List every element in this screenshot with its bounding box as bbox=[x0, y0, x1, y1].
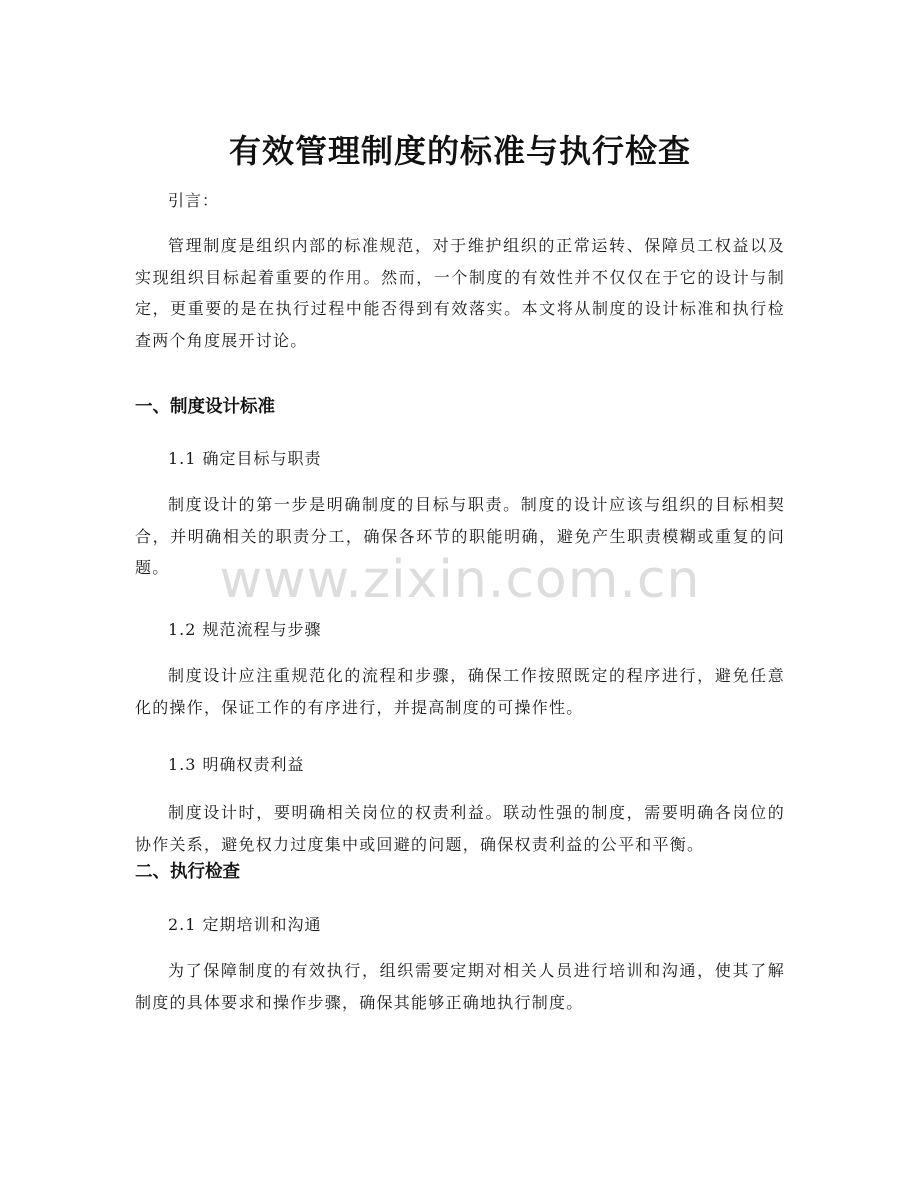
subsection-1-1-paragraph: 制度设计的第一步是明确制度的目标与职责。制度的设计应该与组织的目标相契合，并明确相关的职责分工，确保各环节的职能明确，避免产生职责模糊或重复的问题。 bbox=[135, 495, 785, 577]
section-2-heading: 二、执行检查 bbox=[135, 862, 240, 882]
subsection-2-1-title: 2.1 定期培训和沟通 bbox=[168, 915, 322, 934]
subsection-2-1-paragraph: 为了保障制度的有效执行，组织需要定期对相关人员进行培训和沟通，使其了解制度的具体要求和操作步骤，确保其能够正确地执行制度。 bbox=[135, 961, 785, 1012]
section-1-heading: 一、制度设计标准 bbox=[135, 397, 275, 417]
document-title: 有效管理制度的标准与执行检查 bbox=[228, 132, 691, 171]
subsection-1-3-title: 1.3 明确权责利益 bbox=[168, 755, 305, 774]
watermark-text: www.zixin.com.cn bbox=[219, 550, 701, 610]
subsection-1-1-title: 1.1 确定目标与职责 bbox=[168, 449, 322, 468]
intro-paragraph: 管理制度是组织内部的标准规范，对于维护组织的正常运转、保障员工权益以及实现组织目标起着重要的作用。然而，一个制度的有效性并不仅仅在于它的设计与制定，更重要的是在执行过程中能否得到有效落实。本文将从制度的设计标准和执行检查两个角度展开讨论。 bbox=[135, 236, 785, 350]
subsection-1-2-paragraph: 制度设计应注重规范化的流程和步骤，确保工作按照既定的程序进行，避免任意化的操作，保证工作的有序进行，并提高制度的可操作性。 bbox=[135, 666, 785, 717]
subsection-1-2-title: 1.2 规范流程与步骤 bbox=[168, 620, 322, 639]
subsection-1-3-paragraph: 制度设计时，要明确相关岗位的权责利益。联动性强的制度，需要明确各岗位的协作关系，避免权力过度集中或回避的问题，确保权责利益的公平和平衡。 bbox=[135, 803, 785, 854]
intro-label: 引言： bbox=[168, 191, 220, 210]
